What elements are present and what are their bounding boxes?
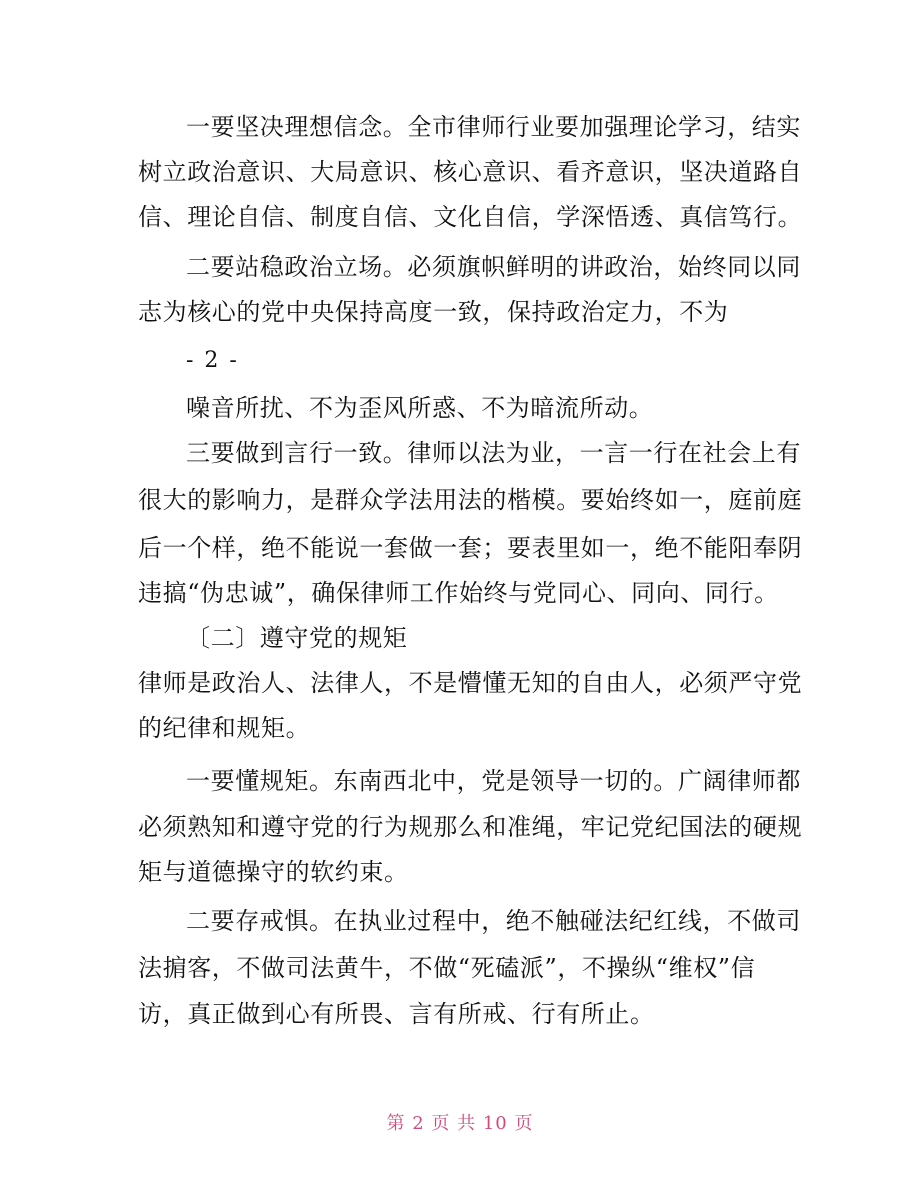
paragraph-line: 信、理论自信、制度自信、文化自信，学深悟透、真信笃行。 [138,203,803,231]
paragraph-line: 二要站稳政治立场。必须旗帜鲜明的讲政治，始终同以同 [186,253,801,281]
paragraph-line: 访，真正做到心有所畏、言有所戒、行有所止。 [138,1000,655,1028]
paragraph-line: 三要做到言行一致。律师以法为业，一言一行在社会上有 [186,439,801,467]
paragraph-line: 必须熟知和遵守党的行为规那么和准绳，牢记党纪国法的硬规 [138,813,803,841]
paragraph-line: 的纪律和规矩。 [138,714,311,742]
paragraph-line: 一要懂规矩。东南西北中，党是领导一切的。广阔律师都 [186,767,801,795]
paragraph-line: 后一个样，绝不能说一套做一套；要表里如一，绝不能阳奉阴 [138,534,803,562]
inline-page-marker: - 2 - [186,348,239,373]
paragraph-line: 噪音所扰、不为歪风所惑、不为暗流所动。 [186,394,654,422]
paragraph-line: 树立政治意识、大局意识、核心意识、看齐意识，坚决道路自 [138,158,803,186]
paragraph-line: 矩与道德操守的软约束。 [138,858,409,886]
paragraph-line: 志为核心的党中央保持高度一致，保持政治定力，不为 [138,298,729,326]
paragraph-line: 律师是政治人、法律人，不是懵懂无知的自由人，必须严守党 [138,669,803,697]
paragraph-line: 法掮客，不做司法黄牛，不做“死磕派”，不操纵“维权”信 [138,954,756,982]
paragraph-line: 违搞“伪忠诚”，确保律师工作始终与党同心、同向、同行。 [138,579,779,607]
paragraph-line: 一要坚决理想信念。全市律师行业要加强理论学习，结实 [186,113,801,141]
paragraph-line: 很大的影响力，是群众学法用法的楷模。要始终如一，庭前庭 [138,486,803,514]
page-footer: 第 2 页 共 10 页 [386,1113,534,1134]
paragraph-line: 二要存戒惧。在执业过程中，绝不触碰法纪红线，不做司 [186,907,801,935]
section-heading: 〔二〕遵守党的规矩 [186,624,408,652]
